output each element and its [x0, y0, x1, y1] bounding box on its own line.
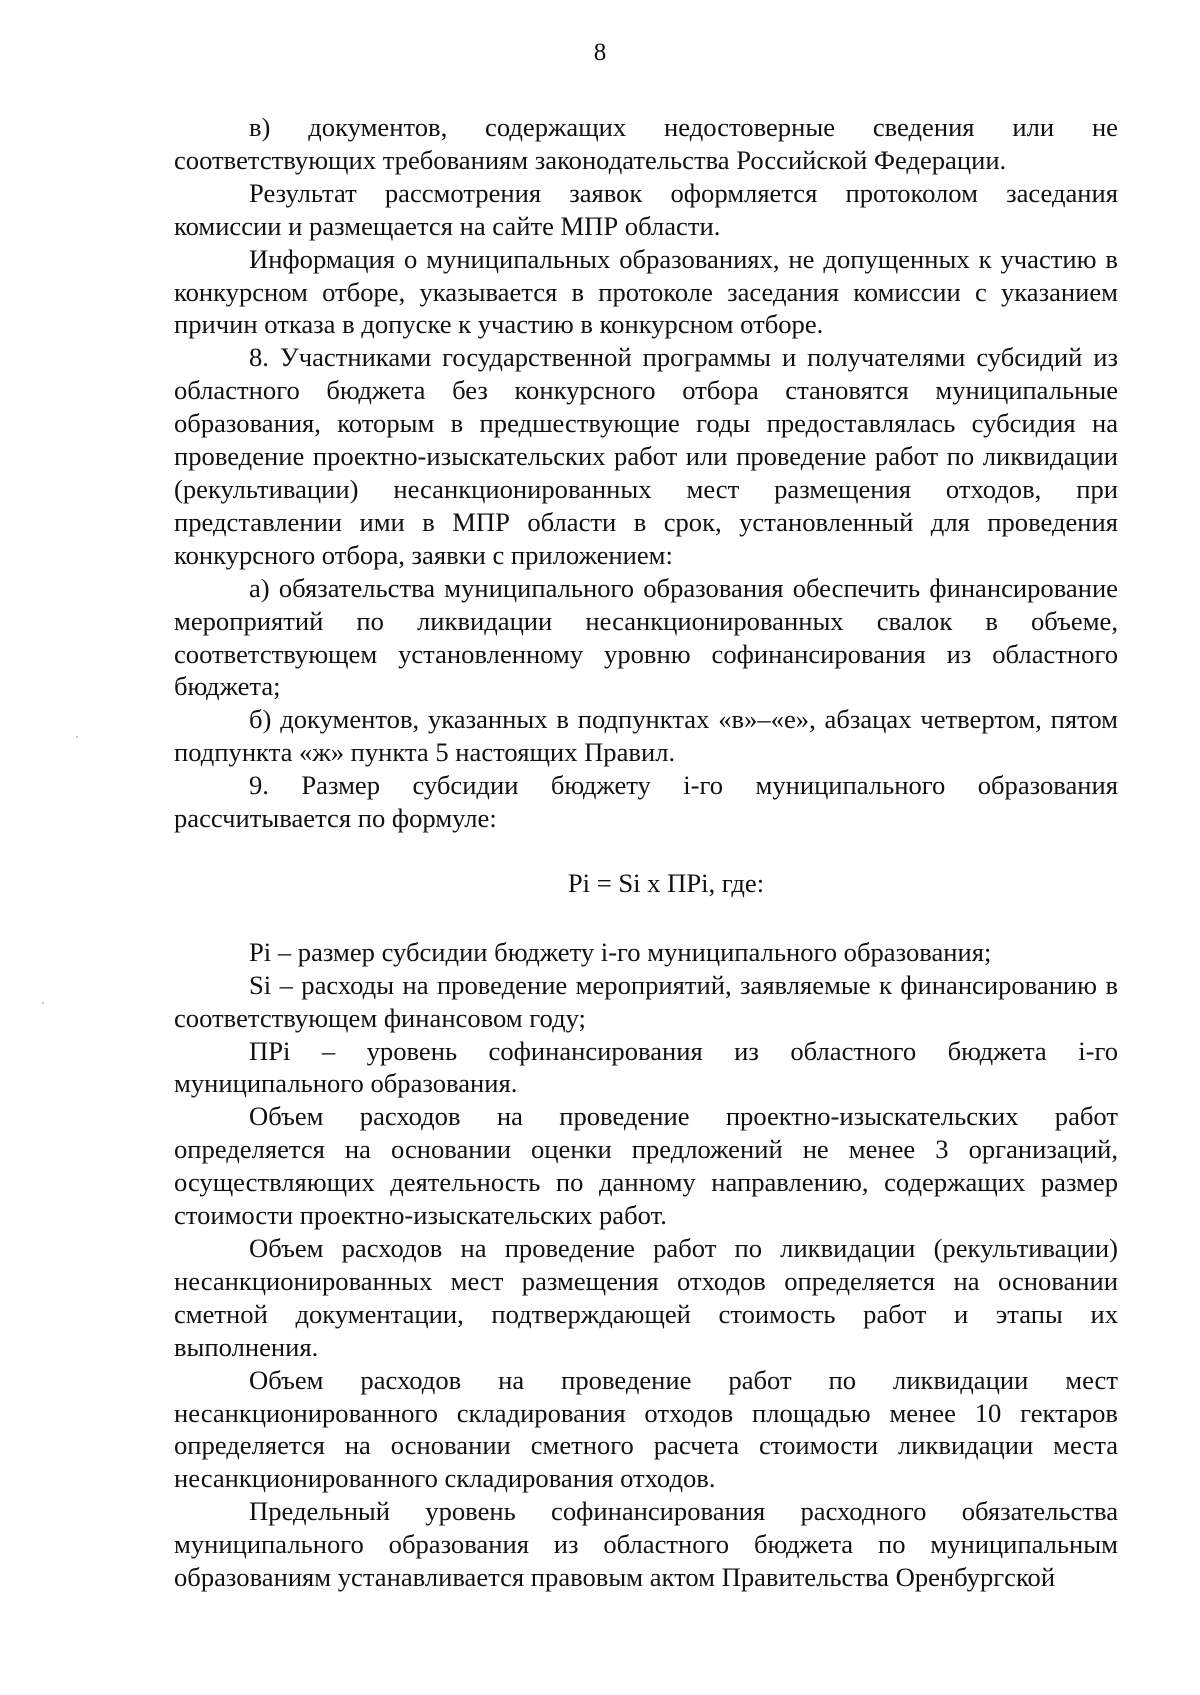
paragraph-rejected-info: Информация о муниципальных образованиях, не допущенных к участию в конкурсном отборе, указывается в протоколе заседания комиссии с указанием причин отказа в допуске к участию в конкурсном отборе.	[174, 243, 1118, 340]
scan-speck	[76, 736, 78, 738]
document-body	[174, 111, 1118, 1594]
paragraph-subitem-a: а) обязательства муниципального образования обеспечить финансирование мероприятий по ликвидации несанкционированных свалок в объеме, соответствующем установленному уровню софинансирования из областного бюджета;	[174, 572, 1118, 702]
scan-speck	[42, 1002, 44, 1004]
paragraph-reclamation-costs: Объем расходов на проведение работ по ликвидации (рекультивации) несанкционированных мест размещения отходов определяется на основании сметной документации, подтверждающей стоимость работ и этапы их выполнения.	[174, 1233, 1118, 1362]
paragraph-subitem-v: в) документов, содержащих недостоверные сведения или не соответствующих требованиям законодательства Российской Федерации.	[174, 112, 1118, 175]
paragraph-review-result: Результат рассмотрения заявок оформляется протоколом заседания комиссии и размещается на сайте МПР области.	[174, 177, 1118, 241]
definition-pi: Pi – размер субсидии бюджету i-го муниципального образования;	[249, 936, 992, 967]
paragraph-item-8: 8. Участниками государственной программы и получателями субсидий из областного бюджета без конкурсного отбора становятся муниципальные образования, которым в предшествующие годы предоставлялась субсидия на проведение проектно-изыскательских работ или проведение работ по ликвидации (рекультивации) несанкционированных мест размещения отходов, при представлении ими в МПР области в срок, установленный для проведения конкурсного отбора, заявки с приложением:	[174, 342, 1118, 570]
paragraph-design-costs: Объем расходов на проведение проектно-изыскательских работ определяется на основании оценки предложений не менее 3 организаций, осуществляющих деятельность по данному направлению, содержащих размер стоимости проектно-изыскательских работ.	[174, 1101, 1118, 1231]
definition-pri: ПРi – уровень софинансирования из областного бюджета i-го муниципального образования.	[174, 1035, 1118, 1099]
paragraph-subitem-b: б) документов, указанных в подпунктах «в»–«е», абзацах четвертом, пятом подпункта «ж» пункта 5 настоящих Правил.	[174, 704, 1118, 768]
paragraph-small-sites-costs: Объем расходов на проведение работ по ликвидации мест несанкционированного складирования отходов площадью менее 10 гектаров определяется на основании сметного расчета стоимости ликвидации места несанкционированного складирования отходов.	[174, 1364, 1118, 1494]
definition-si: Si – расходы на проведение мероприятий, заявляемые к финансированию в соответствующем финансовом году;	[174, 969, 1118, 1033]
page-number: 8	[593, 39, 607, 66]
subsidy-formula: Pi = Si x ПРi, где:	[567, 867, 765, 898]
paragraph-cofinancing-limit: Предельный уровень софинансирования расходного обязательства муниципального образования из областного бюджета по муниципальным образованиям устанавливается правовым актом Правительства Оренбургской	[174, 1496, 1118, 1593]
paragraph-item-9: 9. Размер субсидии бюджету i-го муниципального образования рассчитывается по формуле:	[174, 770, 1118, 834]
